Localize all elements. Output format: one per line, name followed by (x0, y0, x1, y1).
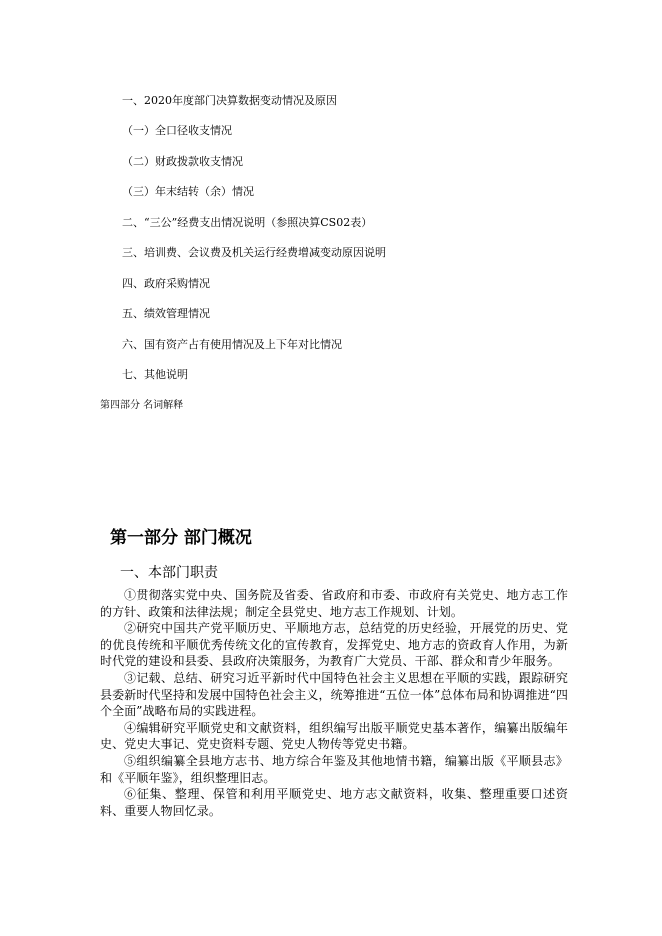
responsibility-paragraph-5: ⑤组织编纂全县地方志书、地方综合年鉴及其他地情书籍，编纂出版《平顺县志》和《平顺年鉴》，组织整理旧志。 (100, 753, 568, 785)
responsibility-paragraph-3: ③记载、总结、研究习近平新时代中国特色社会主义思想在平顺的实践，跟踪研究县委新时代坚持和发展中国特色社会主义，统筹推进“五位一体”总体布局和协调推进“四个全面”战略布局的实践进程。 (100, 670, 568, 719)
toc-item-section-5: 五、绩效管理情况 (122, 307, 210, 320)
part1-title: 第一部分 部门概况 (110, 528, 252, 548)
responsibility-paragraph-4: ④编辑研究平顺党史和文献资料，组织编写出版平顺党史基本著作，编纂出版编年史、党史大事记、党史资料专题、党史人物传等党史书籍。 (100, 720, 568, 752)
toc-item-subsection-3: （三）年末结转（余）情况 (122, 185, 254, 198)
responsibilities-body (100, 587, 568, 819)
toc-item-subsection-2: （二）财政拨款收支情况 (122, 155, 243, 168)
section-title-responsibilities: 一、本部门职责 (120, 565, 218, 581)
responsibility-paragraph-6: ⑥征集、整理、保管和利用平顺党史、地方志文献资料，收集、整理重要口述资料、重要人物回忆录。 (100, 787, 568, 818)
responsibility-paragraph-2: ②研究中国共产党平顺历史、平顺地方志，总结党的历史经验，开展党的历史、党的优良传统和平顺优秀传统文化的宣传教育，发挥党史、地方志的资政育人作用，为新时代党的建设和县委、县政府决策服务，为教育广大党员、干部、群众和青少年服务。 (100, 621, 568, 669)
toc-item-section-1: 一、2020年度部门决算数据变动情况及原因 (122, 94, 337, 107)
part4-heading: 第四部分 名词解释 (100, 400, 184, 411)
toc-item-section-7: 七、其他说明 (122, 368, 188, 381)
toc-item-subsection-1: （一）全口径收支情况 (122, 124, 232, 137)
toc-item-section-2: 二、“三公”经费支出情况说明（参照决算CS02表） (122, 216, 373, 229)
responsibility-paragraph-1: ①贯彻落实党中央、国务院及省委、省政府和市委、市政府有关党史、地方志工作的方针、政策和法律法规；制定全县党史、地方志工作规划、计划。 (100, 588, 568, 619)
toc-item-section-6: 六、国有资产占有使用情况及上下年对比情况 (122, 338, 342, 351)
toc-item-section-4: 四、政府采购情况 (122, 277, 210, 290)
toc-item-section-3: 三、培训费、会议费及机关运行经费增减变动原因说明 (122, 246, 386, 259)
